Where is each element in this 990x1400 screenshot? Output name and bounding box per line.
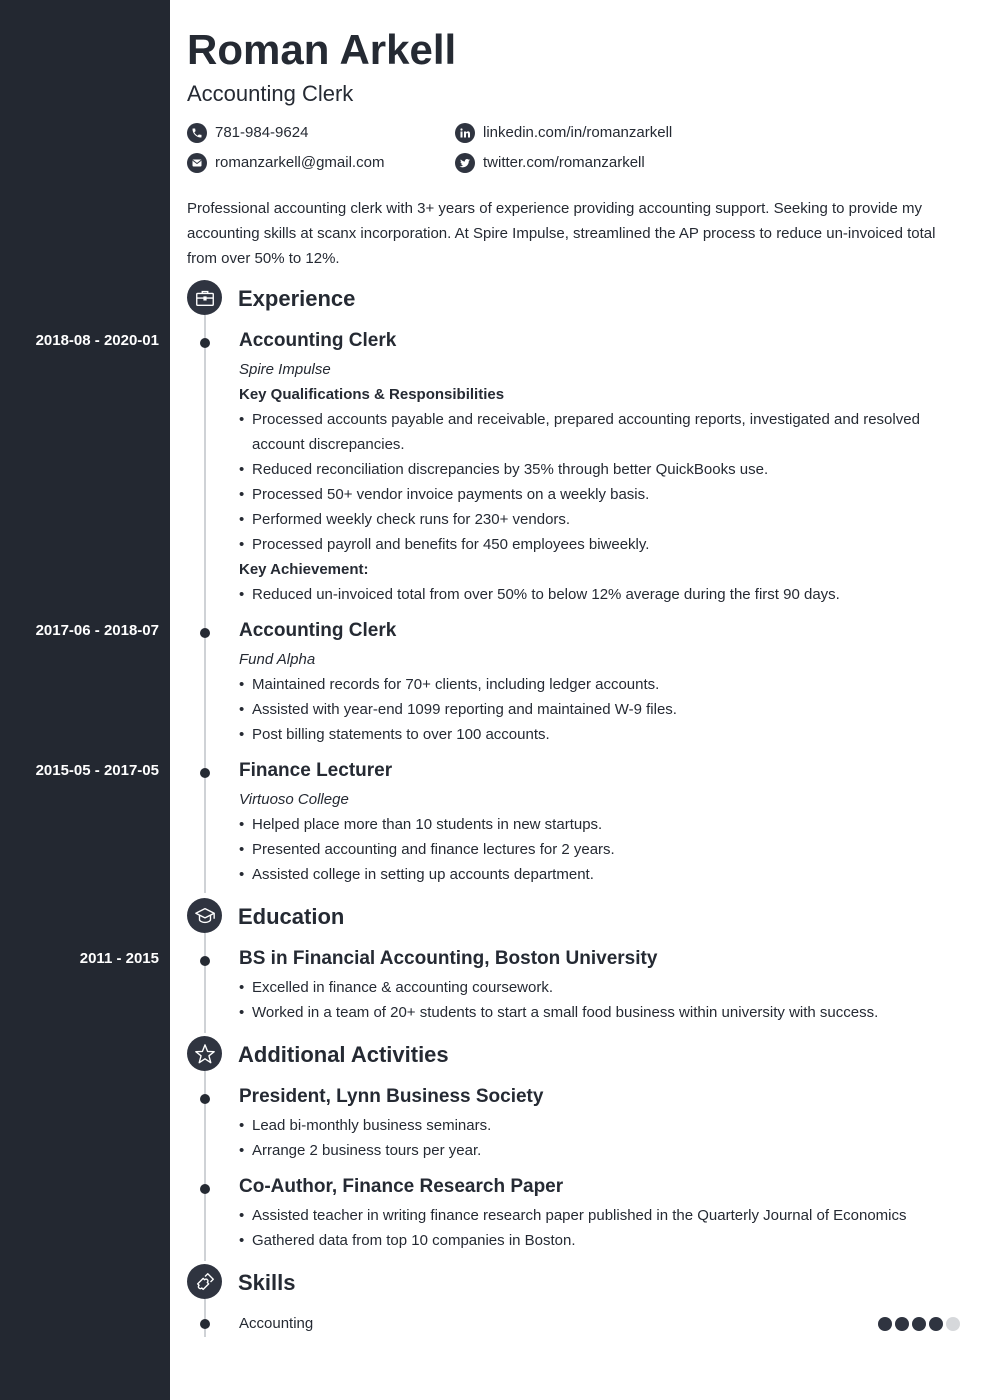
list-item: • Processed accounts payable and receivable, prepared accounting reports, investigated and resolved account discrepancies. [239,407,959,457]
candidate-title: Accounting Clerk [187,81,354,106]
briefcase-icon [187,280,222,315]
activity-1-bullets [239,1113,959,1163]
job-3-title: Finance Lecturer [239,760,393,781]
skill-dot-filled [878,1317,892,1331]
sidebar [0,0,170,1400]
linkedin-text: linkedin.com/in/romanzarkell [483,124,673,141]
list-item: • Gathered data from top 10 companies in Boston. [239,1228,959,1253]
activity-1-title: President, Lynn Business Society [239,1086,544,1107]
education-heading: Education [238,904,345,929]
skill-rating [878,1317,960,1331]
job-1-title: Accounting Clerk [239,330,397,351]
phone-icon [187,123,207,143]
skill-dot-filled [912,1317,926,1331]
list-item: • Reduced reconciliation discrepancies by 35% through better QuickBooks use. [239,457,959,482]
job-1-achievements [239,582,959,607]
job-1-dates: 2018-08 - 2020-01 [35,332,159,349]
job-3-dates: 2015-05 - 2017-05 [35,762,159,779]
job-3-bullets [239,812,959,887]
skill-name: Accounting [239,1315,314,1332]
job-2 [239,620,959,747]
education-dates: 2011 - 2015 [79,950,159,967]
list-item: • Processed payroll and benefits for 450 employees biweekly. [239,532,959,557]
education-bullets [239,975,959,1025]
job-3 [239,760,959,887]
list-item: • Excelled in finance & accounting coursework. [239,975,959,1000]
puzzle-icon [187,1264,222,1299]
job-2-company: Fund Alpha [239,651,316,668]
job-2-bullets [239,672,959,747]
star-icon [187,1036,222,1071]
skill-dot-filled [929,1317,943,1331]
job-1-responsibilities-heading: Key Qualifications & Responsibilities [239,386,505,403]
job-1-company: Spire Impulse [239,361,331,378]
list-item: • Worked in a team of 20+ students to start a small food business within university with success. [239,1000,959,1025]
contact-twitter[interactable] [455,153,645,173]
job-1-achievement-heading: Key Achievement: [239,561,369,578]
list-item: • Reduced un-invoiced total from over 50% to below 12% average during the first 90 days. [239,582,959,607]
list-item: • Processed 50+ vendor invoice payments on a weekly basis. [239,482,959,507]
job-1-bullets [239,407,959,557]
graduation-cap-icon [187,898,222,933]
timeline-dot [200,1184,210,1194]
activity-2-bullets [239,1203,959,1253]
experience-heading: Experience [238,286,356,311]
candidate-name: Roman Arkell [187,26,457,73]
list-item: • Lead bi-monthly business seminars. [239,1113,959,1138]
skill-dot-filled [895,1317,909,1331]
experience-timeline [204,315,206,893]
education-timeline [204,933,206,1033]
education-entry [239,948,959,1025]
contact-linkedin[interactable] [455,123,672,143]
skill-dot-empty [946,1317,960,1331]
timeline-dot [200,768,210,778]
list-item: • Performed weekly check runs for 230+ vendors. [239,507,959,532]
timeline-dot [200,338,210,348]
list-item: • Presented accounting and finance lectures for 2 years. [239,837,959,862]
list-item: • Arrange 2 business tours per year. [239,1138,959,1163]
job-3-company: Virtuoso College [239,791,349,808]
timeline-dot [200,1094,210,1104]
job-2-title: Accounting Clerk [239,620,397,641]
timeline-dot [200,956,210,966]
list-item: • Assisted with year-end 1099 reporting and maintained W-9 files. [239,697,959,722]
twitter-icon [455,153,475,173]
timeline-dot [200,1319,210,1329]
activities-heading: Additional Activities [238,1042,449,1067]
list-item: • Assisted college in setting up accounts department. [239,862,959,887]
list-item: • Post billing statements to over 100 accounts. [239,722,959,747]
job-1 [239,330,959,607]
phone-text: 781-984-9624 [215,124,309,141]
summary: Professional accounting clerk with 3+ years of experience providing accounting support. Seeking to provide my accounting skills at scanx incorporation. At Spire Impulse, streamlined the AP process to reduce un-invoiced total from over 50% to 12%. [187,200,936,267]
timeline-dot [200,628,210,638]
email-icon [187,153,207,173]
activity-2-title: Co-Author, Finance Research Paper [239,1176,564,1197]
job-2-dates: 2017-06 - 2018-07 [35,622,159,639]
skills-timeline [204,1299,206,1337]
list-item: • Helped place more than 10 students in new startups. [239,812,959,837]
linkedin-icon [455,123,475,143]
skills-heading: Skills [238,1270,296,1295]
list-item: • Maintained records for 70+ clients, including ledger accounts. [239,672,959,697]
contact-phone[interactable] [187,123,308,143]
twitter-text: twitter.com/romanzarkell [483,154,645,171]
contact-email[interactable] [187,153,384,173]
list-item: • Assisted teacher in writing finance research paper published in the Quarterly Journal of Economics [239,1203,959,1228]
education-degree: BS in Financial Accounting, Boston University [239,948,658,969]
email-text: romanzarkell@gmail.com [215,154,385,171]
activity-2 [239,1176,959,1253]
activity-1 [239,1086,959,1163]
